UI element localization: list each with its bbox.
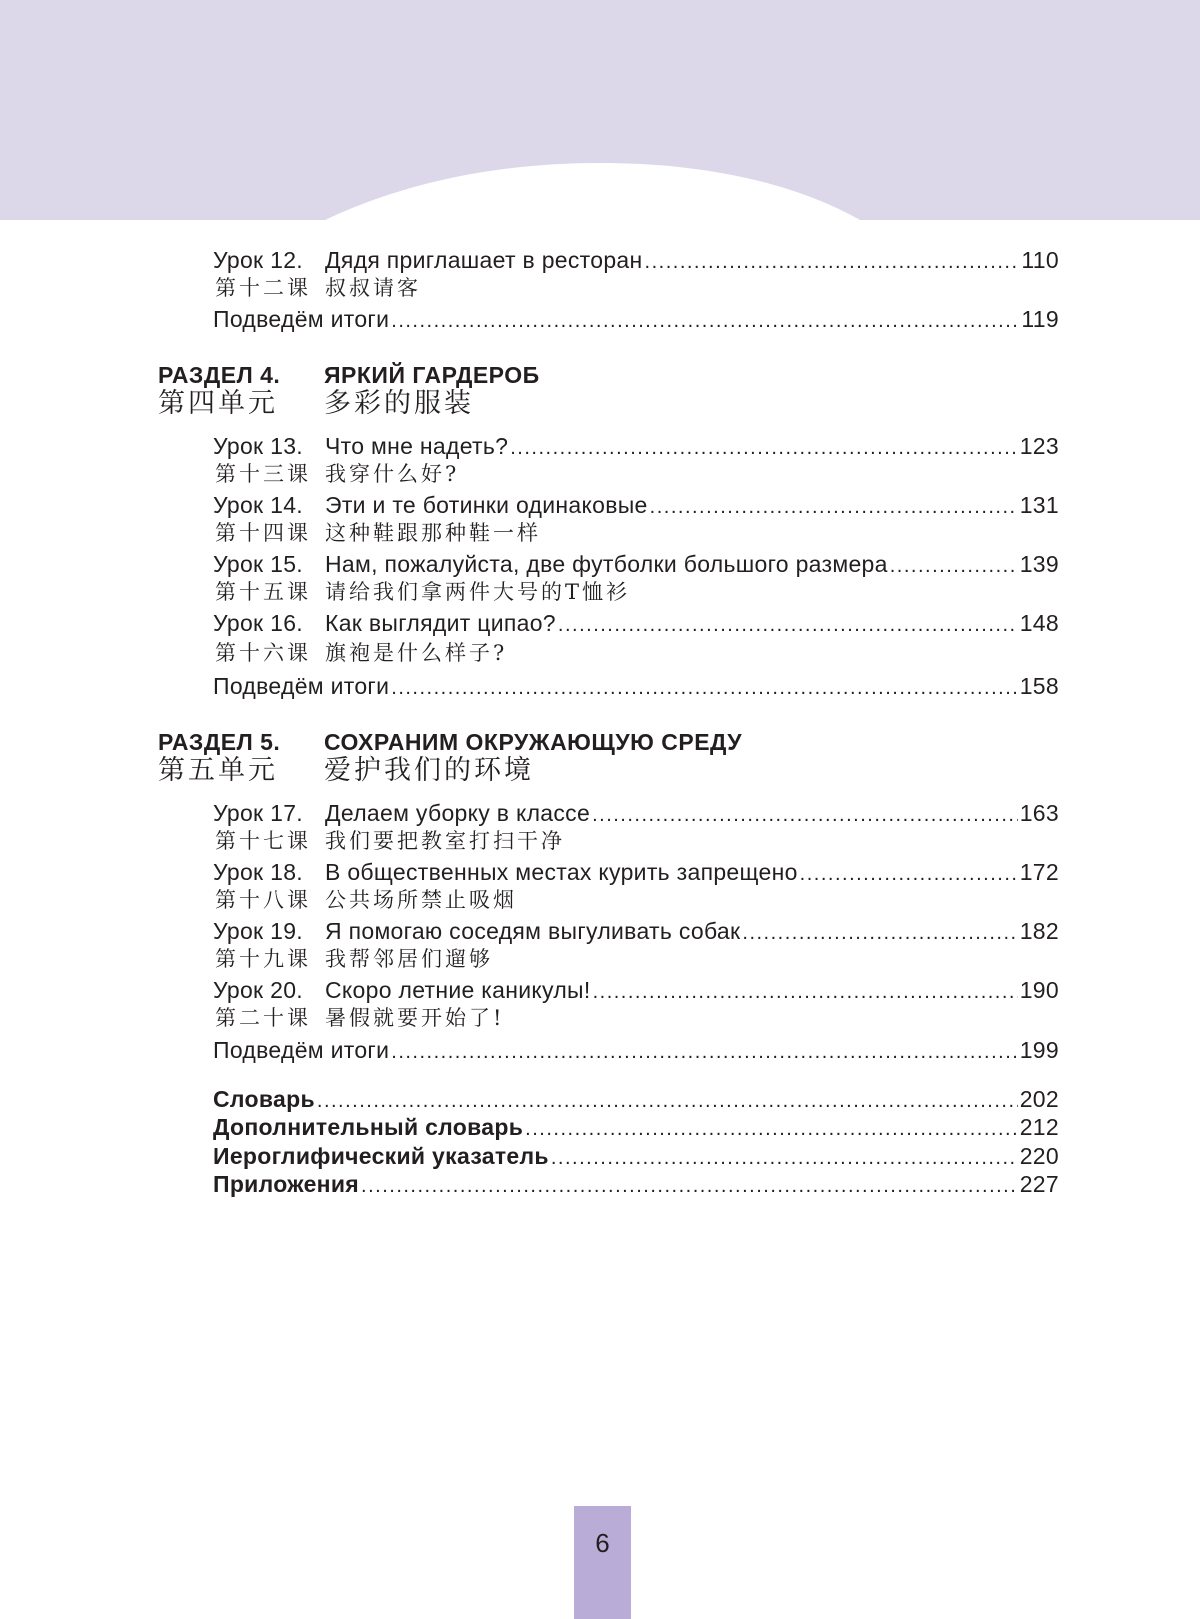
lesson-number-cn: 第十五课 — [215, 580, 311, 604]
page-number: 6 — [595, 1528, 610, 1558]
toc-entry-lesson-20[interactable] — [213, 976, 1059, 1006]
leader-dots — [525, 1115, 1018, 1143]
lesson-number: Урок 16. — [213, 610, 303, 636]
page-ref: 123 — [1019, 433, 1059, 459]
toc-entry-lesson-14[interactable] — [213, 491, 1059, 521]
summary-label: Подведём итоги — [213, 306, 390, 332]
page-ref: 220 — [1019, 1143, 1059, 1169]
lesson-title: Как выглядит ципао? — [325, 610, 556, 636]
toc-entry-extra-dictionary[interactable] — [213, 1113, 1059, 1143]
lesson-title: Что мне надеть? — [325, 433, 509, 459]
header-band — [0, 0, 1200, 220]
section-number: РАЗДЕЛ 4. — [158, 362, 281, 388]
lesson-title-cn: 旗袍是什么样子? — [325, 641, 508, 665]
leader-dots — [391, 674, 1017, 702]
lesson-title: Дядя приглашает в ресторан — [325, 247, 643, 273]
lesson-number-cn: 第十三课 — [215, 462, 311, 486]
summary-label: Подведём итоги — [213, 1037, 390, 1063]
leader-dots — [890, 552, 1018, 580]
leader-dots — [510, 434, 1017, 462]
section-title-cn: 多彩的服装 — [324, 388, 474, 419]
page-ref: 148 — [1019, 610, 1059, 636]
toc-entry-lesson-16[interactable] — [213, 609, 1059, 639]
lesson-number: Урок 18. — [213, 859, 303, 885]
leader-dots — [593, 978, 1018, 1006]
lesson-number-cn: 第十六课 — [215, 641, 311, 665]
toc-cn-lesson-19 — [215, 946, 493, 972]
section-title-cn: 爱护我们的环境 — [324, 755, 534, 786]
leader-dots — [742, 919, 1017, 947]
leader-dots — [317, 1087, 1018, 1115]
lesson-number: Урок 12. — [213, 247, 303, 273]
header-arch-shape — [0, 0, 1200, 220]
section-number-cn: 第四单元 — [158, 388, 278, 419]
lesson-title-cn: 暑假就要开始了! — [325, 1006, 505, 1030]
toc-cn-lesson-17 — [215, 828, 565, 854]
lesson-number-cn: 第十二课 — [215, 276, 311, 300]
page-ref: 172 — [1019, 859, 1059, 885]
section-number-cn: 第五单元 — [158, 755, 278, 786]
lesson-title: Нам, пожалуйста, две футболки большого размера — [325, 551, 888, 577]
page-ref: 182 — [1019, 918, 1059, 944]
section-4-heading-cn — [158, 388, 474, 420]
page-ref: 163 — [1019, 800, 1059, 826]
page-ref: 131 — [1019, 492, 1059, 518]
section-5-heading-cn — [158, 755, 534, 787]
lesson-number-cn: 第十九课 — [215, 947, 311, 971]
leader-dots — [645, 248, 1020, 276]
toc-entry-lesson-12[interactable] — [213, 246, 1059, 276]
lesson-number-cn: 第十八课 — [215, 888, 311, 912]
toc-entry-summary-1[interactable] — [213, 305, 1059, 335]
lesson-title: Я помогаю соседям выгуливать собак — [325, 918, 741, 944]
toc-entry-dictionary[interactable] — [213, 1085, 1059, 1115]
page-ref: 158 — [1019, 673, 1059, 699]
page-ref: 212 — [1019, 1114, 1059, 1140]
lesson-title-cn: 这种鞋跟那种鞋一样 — [325, 521, 541, 545]
lesson-number: Урок 17. — [213, 800, 303, 826]
toc-cn-lesson-16 — [215, 640, 507, 666]
toc-entry-summary-3[interactable] — [213, 1036, 1059, 1066]
appendix-label: Иероглифический указатель — [213, 1143, 549, 1169]
toc-cn-lesson-15 — [215, 579, 630, 605]
leader-dots — [558, 611, 1018, 639]
toc-entry-lesson-15[interactable] — [213, 550, 1059, 580]
lesson-title: В общественных местах курить запрещено — [325, 859, 798, 885]
lesson-title-cn: 公共场所禁止吸烟 — [325, 888, 517, 912]
appendix-label: Приложения — [213, 1171, 360, 1197]
section-5-heading[interactable] — [158, 728, 742, 756]
section-number: РАЗДЕЛ 5. — [158, 729, 281, 755]
toc-cn-lesson-18 — [215, 887, 517, 913]
leader-dots — [551, 1144, 1018, 1172]
toc-cn-lesson-12 — [215, 275, 421, 301]
toc-cn-lesson-20 — [215, 1005, 504, 1031]
lesson-number: Урок 15. — [213, 551, 303, 577]
toc-entry-lesson-19[interactable] — [213, 917, 1059, 947]
lesson-title-cn: 请给我们拿两件大号的T恤衫 — [325, 580, 631, 604]
toc-entry-lesson-18[interactable] — [213, 858, 1059, 888]
toc-cn-lesson-13 — [215, 461, 459, 487]
section-4-heading[interactable] — [158, 361, 540, 389]
lesson-number: Урок 13. — [213, 433, 303, 459]
lesson-title-cn: 叔叔请客 — [325, 276, 421, 300]
lesson-number: Урок 14. — [213, 492, 303, 518]
leader-dots — [650, 493, 1018, 521]
leader-dots — [800, 860, 1018, 888]
toc-entry-lesson-17[interactable] — [213, 799, 1059, 829]
page-number-tab — [574, 1506, 631, 1619]
toc-entry-lesson-13[interactable] — [213, 432, 1059, 462]
lesson-title: Эти и те ботинки одинаковые — [325, 492, 648, 518]
lesson-title: Скоро летние каникулы! — [325, 977, 591, 1003]
lesson-title-cn: 我帮邻居们遛够 — [325, 947, 493, 971]
summary-label: Подведём итоги — [213, 673, 390, 699]
leader-dots — [391, 307, 1019, 335]
appendix-label: Словарь — [213, 1086, 315, 1112]
lesson-number: Урок 20. — [213, 977, 303, 1003]
page-ref: 110 — [1021, 247, 1059, 273]
section-title: СОХРАНИМ ОКРУЖАЮЩУЮ СРЕДУ — [324, 729, 743, 755]
toc-cn-lesson-14 — [215, 520, 541, 546]
leader-dots — [391, 1038, 1017, 1066]
lesson-title-cn: 我穿什么好? — [325, 462, 460, 486]
page-ref: 119 — [1021, 306, 1059, 332]
section-title: ЯРКИЙ ГАРДЕРОБ — [324, 362, 540, 388]
page-ref: 139 — [1019, 551, 1059, 577]
lesson-number-cn: 第十七课 — [215, 829, 311, 853]
lesson-title-cn: 我们要把教室打扫干净 — [325, 829, 565, 853]
appendix-label: Дополнительный словарь — [213, 1114, 524, 1140]
page-ref: 199 — [1019, 1037, 1059, 1063]
page-ref: 190 — [1019, 977, 1059, 1003]
page-ref: 227 — [1019, 1171, 1059, 1197]
toc-entry-summary-2[interactable] — [213, 672, 1059, 702]
leader-dots — [361, 1172, 1018, 1200]
toc-entry-appendices[interactable] — [213, 1170, 1059, 1200]
page-ref: 202 — [1019, 1086, 1059, 1112]
lesson-number: Урок 19. — [213, 918, 303, 944]
lesson-number-cn: 第十四课 — [215, 521, 311, 545]
lesson-title: Делаем уборку в классе — [325, 800, 591, 826]
lesson-number-cn: 第二十课 — [215, 1006, 311, 1030]
leader-dots — [592, 801, 1018, 829]
toc-entry-character-index[interactable] — [213, 1142, 1059, 1172]
